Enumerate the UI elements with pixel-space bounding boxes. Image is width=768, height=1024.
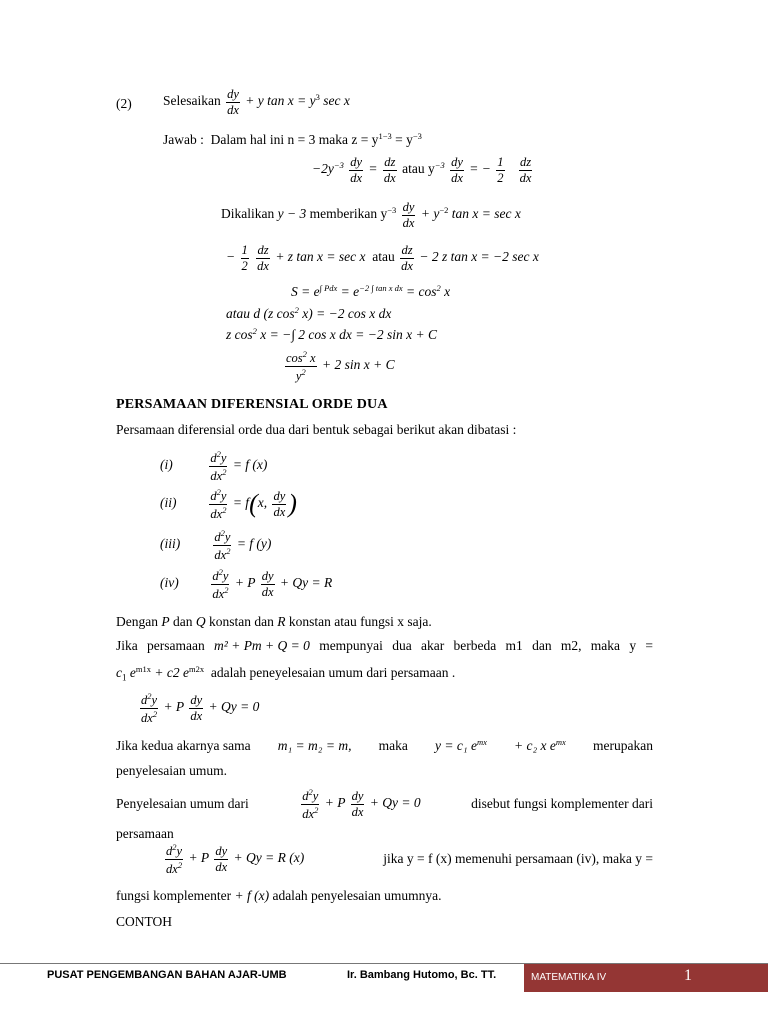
d2y-dx2-fraction: $\frac{d^2y}{dx^2}$	[210, 487, 227, 521]
dy-dx-fraction: $\frac{dy}{dx}$	[351, 789, 364, 819]
dikalikan-line: Dikalikan y − 3 memberikan $y^{-3}$ $\frac{dy}{dx}$ + $y^{-2}$ tan x = sec x	[221, 200, 521, 230]
d2y-dx2-fraction: $\frac{d^2y}{dx^2}$	[141, 691, 158, 725]
page-number: 1	[684, 967, 692, 984]
paragraph-constants: Dengan P dan Q konstan dan R konstan atau fungsi x saja.	[116, 614, 432, 629]
problem-statement: Selesaikan $\frac{dy}{dx}$ + y $\tan x = y^3$ sec x	[163, 87, 350, 117]
problem-word: Selesaikan	[163, 93, 221, 109]
d2y-dx2-fraction: $\frac{d^2y}{dx^2}$	[302, 787, 319, 821]
contoh-heading: CONTOH	[116, 914, 173, 929]
dz-dx-fraction: $\frac{dz}{dx}$	[401, 243, 413, 273]
paragraph-equal-roots-line2: penyelesaian umum.	[116, 763, 227, 778]
paragraph-complementary-line1: Penyelesaian umum dari $\frac{d^2y}{dx^2}$ + P $\frac{dy}{dx}$ + Qy = 0 disebut fungsi komplementer dari	[116, 787, 653, 821]
dy-dx-fraction: $\frac{dy}{dx}$	[215, 844, 228, 874]
paragraph-equal-roots-line1: Jika kedua akarnya sama m₁ = m₂ = m, maka y = c₁ $e^{mx}$ + c₂ x $e^{mx}$ merupakan	[116, 737, 653, 753]
dz-dx-fraction: $\frac{dz}{dx}$	[257, 243, 269, 273]
dy-dx-fraction: $\frac{dy}{dx}$	[261, 569, 274, 599]
section-intro: Persamaan diferensial orde dua dari bentuk sebagai berikut akan dibatasi :	[116, 422, 517, 437]
integrating-factor-line: $S = e^{\int Pdx} = e^{-2 \int tan x dx} = \cos^2 x$	[291, 283, 451, 299]
footer-course: MATEMATIKA IV	[531, 972, 607, 983]
derivative-line: $-2y^{-3}$ $\frac{dy}{dx}$ = $\frac{dz}{dx}$ atau $y^{-3}$ $\frac{dy}{dx}$ = − $\frac{1}{2}$ $\frac{dz}{dx}$	[312, 155, 532, 185]
footer-author: Ir. Bambang Hutomo, Bc. TT.	[347, 969, 497, 981]
paragraph-general-solution-line1: $\frac{d^2y}{dx^2}$ + P $\frac{dy}{dx}$ + Qy = R (x) jika y = f (x) memenuhi persamaan (iv), maka y =	[166, 842, 653, 876]
dz-dx-fraction: $\frac{dz}{dx}$	[383, 155, 396, 185]
footer-institution: PUSAT PENGEMBANGAN BAHAN AJAR-UMB	[47, 969, 287, 981]
form-ii: (ii) $\frac{d^2y}{dx^2}$ = f(x, $\frac{dy}{dx}$ )	[160, 487, 297, 521]
homogeneous-equation: $\frac{d^2y}{dx^2}$ + P $\frac{dy}{dx}$ + Qy = 0	[141, 691, 260, 725]
problem-eq-end: sec x	[323, 93, 350, 109]
left-paren: (	[249, 489, 258, 518]
half-fraction: $\frac{1}{2}$	[497, 155, 504, 185]
form-iv: (iv) $\frac{d^2y}{dx^2}$ + P $\frac{dy}{dx}$ + Qy = R	[160, 567, 333, 601]
dy-dx-fraction: $\frac{dy}{dx}$	[190, 693, 203, 723]
dy-dx-fraction: $\frac{dy}{dx}$	[402, 200, 415, 230]
dy-dx-fraction: $\frac{dy}{dx}$	[227, 87, 239, 117]
footer-course-box	[524, 964, 768, 992]
cos2x-over-y2-fraction: $\frac{\cos^2 x}{y^2}$	[286, 349, 316, 383]
dy-dx-fraction: $\frac{dy}{dx}$	[350, 155, 363, 185]
d2y-dx2-fraction: $\frac{d^2y}{dx^2}$	[212, 567, 229, 601]
jawab-label: Jawab :	[163, 132, 204, 147]
jawab-text: Dalam hal ini n = 3 maka z = y	[210, 132, 379, 147]
dz-dx-fraction: $\frac{dz}{dx}$	[519, 155, 532, 185]
form-iii: (iii) $\frac{d^2y}{dx^2}$ = f (y)	[160, 528, 272, 562]
d2y-dx2-fraction: $\frac{d^2y}{dx^2}$	[210, 449, 227, 483]
linear-line: − $\frac{1}{2}$ $\frac{dz}{dx}$ + z tan x = sec x atau $\frac{dz}{dx}$ − 2 z tan x = −2 sec x	[226, 243, 539, 273]
problem-number: (2)	[116, 96, 132, 111]
section-heading: PERSAMAAN DIFERENSIAL ORDE DUA	[116, 397, 388, 412]
paragraph-two-roots-line1: Jika persamaan m² + Pm + Q = 0 mempunyai dua akar berbeda m1 dan m2, maka y =	[116, 638, 653, 653]
dy-dx-fraction: $\frac{dy}{dx}$	[273, 489, 286, 519]
right-paren: )	[288, 489, 297, 518]
half-fraction: $\frac{1}{2}$	[241, 243, 248, 273]
paragraph-complementary-line2: persamaan	[116, 826, 174, 841]
jawab-line: Jawab : Dalam hal ini n = 3 maka $z = y^{1-3} = y^{-3}$	[163, 131, 422, 147]
problem-eq-tail: + y tan x = y	[245, 93, 316, 109]
paragraph-general-solution-line2: fungsi komplementer + f (x) adalah penyelesaian umumnya.	[116, 888, 442, 903]
z-line: z $\cos^2 x$ = −∫ 2 cos x dx = −2 sin x + C	[226, 326, 437, 342]
atau-d-line: atau d (z $\cos^2 x) = -2$ cos x dx	[226, 305, 392, 321]
dy-dx-fraction: $\frac{dy}{dx}$	[451, 155, 463, 185]
paragraph-two-roots-line2: $c_1$ $e^{m1x} + c2$ $e^{m2x}$ adalah peneyelesaian umum dari persamaan .	[116, 664, 456, 683]
form-i: (i) $\frac{d^2y}{dx^2}$ = f (x)	[160, 449, 268, 483]
final-line: $\frac{\cos^2 x}{y^2}$ + 2 sin x + C	[286, 349, 395, 383]
d2y-dx2-fraction: $\frac{d^2y}{dx^2}$	[214, 528, 231, 562]
d2y-dx2-fraction: $\frac{d^2y}{dx^2}$	[166, 842, 183, 876]
